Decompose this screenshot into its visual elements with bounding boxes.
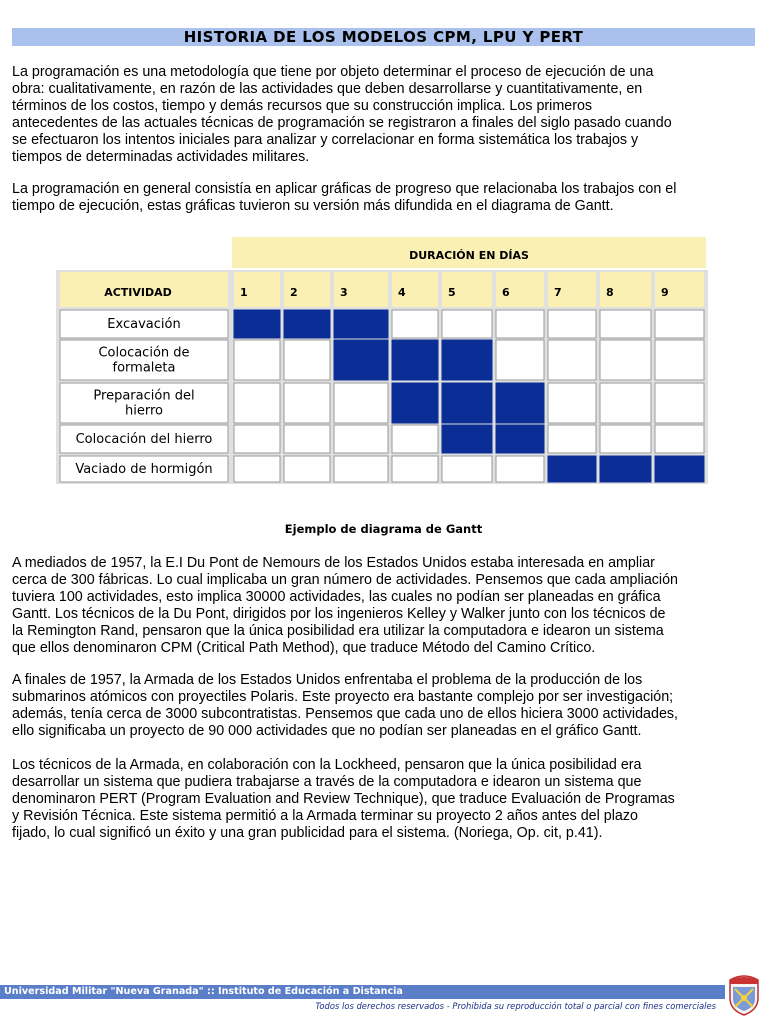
university-crest-icon — [727, 972, 761, 1016]
gantt-empty-cell — [284, 456, 330, 482]
gantt-bar-cell — [442, 383, 492, 423]
gantt-bar-cell — [442, 340, 492, 380]
gantt-empty-cell — [234, 456, 280, 482]
gantt-bar-cell — [496, 425, 544, 453]
footer-rights: Todos los derechos reservados - Prohibida su reproducción total o parcial con fines comerciales — [315, 1001, 716, 1011]
day-header-label: 5 — [448, 286, 456, 299]
gantt-bar-cell — [442, 425, 492, 453]
gantt-empty-cell — [234, 340, 280, 380]
gantt-empty-cell — [392, 310, 438, 338]
gantt-empty-cell — [496, 310, 544, 338]
activity-label: Colocación de — [98, 345, 190, 361]
activity-label: hierro — [125, 403, 163, 419]
activity-label: Colocación del hierro — [75, 432, 213, 447]
gantt-empty-cell — [655, 340, 704, 380]
day-header-label: 1 — [240, 286, 248, 299]
activity-label: Excavación — [107, 317, 181, 332]
paragraph-intro: La programación es una metodología que tiene por objeto determinar el proceso de ejecución de una obra: cualitativamente, en razón de las actividades que deben desarrollarse y cuantitativamente, en términos de los costos, tiempo y demás recursos que su construcción implica. Los primeros antecedentes de las actuales técnicas de programación se registraron a finales del siglo pasado cuando se efectuaron los intentos iniciales para analizar y correlacionar en forma sistemática los trabajos y tiempos de determinadas actividades militares. — [12, 64, 672, 165]
gantt-bar-cell — [655, 456, 704, 482]
day-header-label: 3 — [340, 286, 348, 299]
gantt-bar-cell — [334, 310, 388, 338]
day-header-label: 2 — [290, 286, 298, 299]
gantt-empty-cell — [600, 310, 651, 338]
gantt-empty-cell — [334, 456, 388, 482]
gantt-empty-cell — [548, 383, 596, 423]
day-header-label: 9 — [661, 286, 669, 299]
figure-caption: Ejemplo de diagrama de Gantt — [284, 522, 483, 536]
gantt-empty-cell — [600, 425, 651, 453]
gantt-empty-cell — [334, 383, 388, 423]
gantt-empty-cell — [600, 340, 651, 380]
day-header-label: 4 — [398, 286, 406, 299]
gantt-empty-cell — [655, 310, 704, 338]
gantt-bar-cell — [600, 456, 651, 482]
gantt-empty-cell — [496, 456, 544, 482]
paragraph-polaris: A finales de 1957, la Armada de los Estados Unidos enfrentaba el problema de la producción de los submarinos atómicos con proyectiles Polaris. Este proyecto era bastante complejo por ser investigación; además, tenía cerca de 3000 subcontratistas. Pensemos que cada uno de ellos hiciera 3000 actividades, ello significaba un proyecto de 90 000 actividades que no podían ser planeadas en el gráfico Gantt. — [12, 672, 679, 739]
footer-institution: Universidad Militar "Nueva Granada" :: Instituto de Educación a Distancia — [4, 986, 403, 997]
gantt-empty-cell — [548, 425, 596, 453]
gantt-empty-cell — [284, 340, 330, 380]
gantt-bar-cell — [496, 383, 544, 423]
gantt-empty-cell — [284, 425, 330, 453]
gantt-bar-cell — [392, 340, 438, 380]
gantt-bar-cell — [392, 383, 438, 423]
gantt-table — [56, 234, 708, 484]
gantt-empty-cell — [392, 425, 438, 453]
gantt-empty-cell — [234, 425, 280, 453]
gantt-empty-cell — [234, 383, 280, 423]
gantt-empty-cell — [548, 310, 596, 338]
gantt-empty-cell — [548, 340, 596, 380]
gantt-empty-cell — [655, 425, 704, 453]
gantt-empty-cell — [600, 383, 651, 423]
day-header-label: 6 — [502, 286, 510, 299]
duration-header-label: DURACIÓN EN DÍAS — [409, 249, 529, 262]
gantt-bar-cell — [284, 310, 330, 338]
gantt-empty-cell — [442, 310, 492, 338]
gantt-empty-cell — [496, 340, 544, 380]
day-header-label: 8 — [606, 286, 614, 299]
activity-label: Vaciado de hormigón — [75, 462, 213, 477]
gantt-empty-cell — [392, 456, 438, 482]
gantt-bar-cell — [548, 456, 596, 482]
paragraph-gantt: La programación en general consistía en aplicar gráficas de progreso que relacionaba los trabajos con el tiempo de ejecución, estas gráficas tuvieron su versión más difundida en el diagrama de Gantt. — [12, 181, 677, 214]
gantt-empty-cell — [284, 383, 330, 423]
gantt-empty-cell — [442, 456, 492, 482]
gantt-bar-cell — [234, 310, 280, 338]
day-header-label: 7 — [554, 286, 562, 299]
paragraph-pert: Los técnicos de la Armada, en colaboración con la Lockheed, pensaron que la única posibilidad era desarrollar un sistema que pudiera trabajarse a través de la computadora e idearon un sistema que denominaron PERT (Program Evaluation and Review Technique), que traduce Evaluación de Programas y Revisión Técnica. Este sistema permitió a la Armada terminar su proyecto 2 años antes del plazo fijado, lo cual significó un éxito y una gran publicidad para el sistema. (Noriega, Op. cit, p.41). — [12, 757, 675, 841]
gantt-bar-cell — [334, 340, 388, 380]
gantt-empty-cell — [655, 383, 704, 423]
gantt-diagram — [56, 234, 708, 484]
paragraph-cpm: A mediados de 1957, la E.I Du Pont de Nemours de los Estados Unidos estaba interesada en ampliar cerca de 300 fábricas. Lo cual implicaba un gran número de actividades. Pensemos que cada ampliación tuviera 100 actividades, esto implica 30000 actividades, las cuales no podían ser planeadas en gráfica Gantt. Los técnicos de la Du Pont, dirigidos por los ingenieros Kelley y Walker junto con los técnicos de la Remington Rand, pensaron que la única posibilidad era utilizar la computadora e idearon un sistema que ellos denominaron CPM (Critical Path Method), que traduce Método del Camino Crítico. — [12, 555, 678, 656]
activity-label: Preparación del — [93, 388, 195, 404]
gantt-empty-cell — [334, 425, 388, 453]
activity-label: formaleta — [112, 360, 176, 376]
page-title: HISTORIA DE LOS MODELOS CPM, LPU Y PERT — [12, 28, 755, 46]
activity-header-label: ACTIVIDAD — [104, 286, 172, 299]
